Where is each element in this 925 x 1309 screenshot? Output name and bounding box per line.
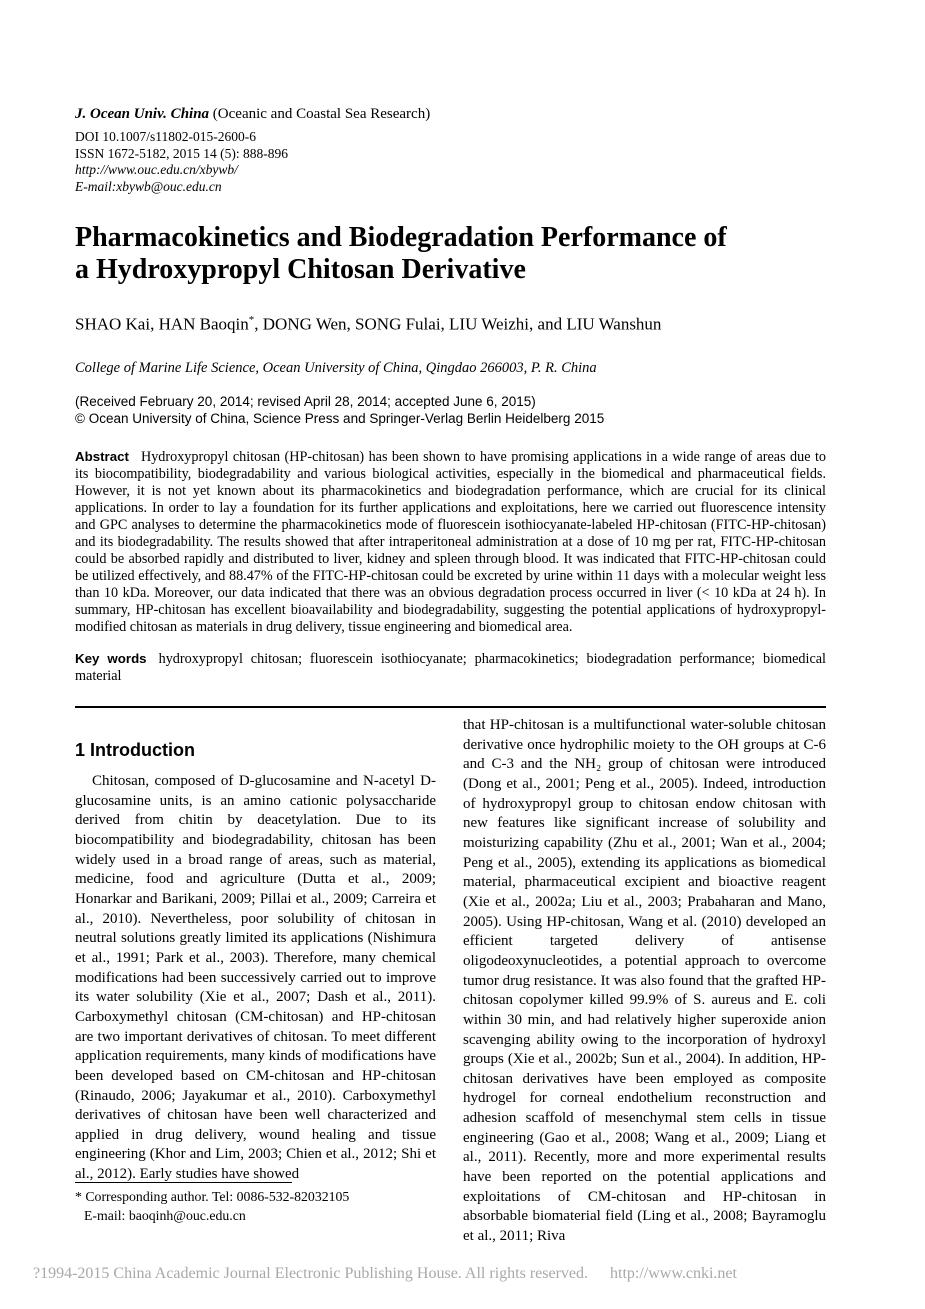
journal-email: E-mail:xbywb@ouc.edu.cn — [75, 178, 222, 194]
journal-subtitle: (Oceanic and Coastal Sea Research) — [209, 106, 431, 122]
keywords-label: Key words — [75, 651, 147, 666]
introduction-paragraph-right: that HP-chitosan is a multifunctional water-soluble chitosan derivative once hydrophilic moiety to the OH groups at C-6 and C-3 and the NH₂ group of chitosan were introduced (Dong et al., 2001; Peng et al., 2005). Indeed, introduction of hydroxypropyl group to chitosan endow chitosan with new features like significant increase of solubility and moisturizing capability (Zhu et al., 2001; Wan et al., 2004; Peng et al., 2005), extending its applications as biomedical material, pharmaceutical excipient and bioactive reagent (Xie et al., 2002a; Liu et al., 2003; Prabaharan and Mano, 2005). Using HP-chitosan, Wang et al. (2010) developed an efficient targeted delivery of antisense oligodeoxynucleotides, a potential approach to overcome tumor drug resistance. It was also found that the grafted HP-chitosan copolymer killed 99.9% of S. aureus and E. coli within 30 min, and had relatively higher superoxide anion scavenging ability owing to the incorporation of hydroxyl groups (Xie et al., 2002b; Sun et al., 2004). In addition, HP-chitosan derivatives have been employed as composite hydrogel for corneal endothelium reconstruction and adhesion scaffold of mesenchymal stem cells in tissue engineering (Gao et al., 2008; Wang et al., 2009; Liang et al., 2011). Recently, more and more experimental results have been reported on the potential applications and exploitations of CM-chitosan and HP-chitosan in absorbable biomaterial field (Ling et al., 2008; Bayramoglu et al., 2011; Riva — [463, 717, 826, 1245]
section-divider — [75, 706, 826, 708]
issn-line: ISSN 1672-5182, 2015 14 (5): 888-896 — [75, 145, 288, 161]
footnote-line1: * Corresponding author. Tel: 0086-532-82032105 — [75, 1189, 350, 1204]
section-heading-introduction: 1 Introduction — [75, 740, 195, 760]
cnki-url: http://www.cnki.net — [610, 1265, 737, 1282]
copyright-line: © Ocean University of China, Science Press and Springer-Verlag Berlin Heidelberg 2015 — [75, 410, 605, 426]
footnote-divider — [75, 1182, 292, 1183]
cnki-watermark — [33, 1265, 893, 1283]
keywords — [75, 650, 826, 685]
abstract-text: Hydroxypropyl chitosan (HP-chitosan) has been shown to have promising applications in a wide range of areas due to its biocompatibility, biodegradability and various biological activities, especially in the biomedical and pharmaceutical fields. However, it is not yet known about its pharmacokinetics and biodegradation performance, which are crucial for its clinical applications. In order to lay a foundation for its further applications and exploitations, here we carried out fluorescence intensity and GPC analyses to determine the pharmacokinetics mode of fluorescein isothiocyanate-labeled HP-chitosan (FITC-HP-chitosan) and its biodegradability. The results showed that after intraperitoneal administration at a dose of 10 mg per rat, FITC-HP-chitosan could be absorbed rapidly and distributed to liver, kidney and spleen through blood. It was indicated that FITC-HP-chitosan could be utilized effectively, and 88.47% of the FITC-HP-chitosan could be excreted by urine within 11 days with a molecular weight less than 10 kDa. Moreover, our data indicated that there was an obvious degradation process occurred in liver (< 10 kDa at 24 h). In summary, HP-chitosan has excellent bioavailability and biodegradability, suggesting the potential applications of hydroxypropyl-modified chitosan as materials in drug delivery, tissue engineering and biomedical area. — [75, 449, 826, 635]
corresponding-author-note — [75, 1182, 445, 1225]
abstract-label: Abstract — [75, 449, 129, 464]
doi-line: DOI 10.1007/s11802-015-2600-6 — [75, 129, 256, 145]
journal-title: J. Ocean Univ. China — [75, 106, 210, 122]
article-title — [75, 222, 795, 286]
received-dates: (Received February 20, 2014; revised April 28, 2014; accepted June 6, 2015) — [75, 394, 536, 409]
right-column — [463, 716, 826, 1247]
article-history — [75, 394, 604, 427]
body-columns — [75, 716, 826, 1247]
article-title-line2: a Hydroxypropyl Chitosan Derivative — [75, 254, 526, 285]
journal-name-line — [75, 106, 430, 122]
cnki-copyright-text: ?1994-2015 China Academic Journal Electronic Publishing House. All rights reserved. — [33, 1265, 588, 1282]
abstract — [75, 448, 826, 636]
author-list — [75, 314, 661, 335]
authors-pre: SHAO Kai, HAN Baoqin — [75, 314, 249, 334]
left-column — [75, 716, 436, 1247]
article-title-line1: Pharmacokinetics and Biodegradation Performance of — [75, 222, 727, 253]
journal-masthead — [75, 106, 430, 195]
authors-post: , DONG Wen, SONG Fulai, LIU Weizhi, and LIU Wanshun — [254, 314, 662, 334]
affiliation: College of Marine Life Science, Ocean University of China, Qingdao 266003, P. R. China — [75, 360, 597, 376]
keywords-text: hydroxypropyl chitosan; fluorescein isothiocyanate; pharmacokinetics; biodegradation performance; biomedical material — [75, 651, 827, 684]
footnote-line2: E-mail: baoqinh@ouc.edu.cn — [84, 1208, 246, 1223]
journal-url: http://www.ouc.edu.cn/xbywb/ — [75, 162, 238, 178]
introduction-paragraph-left: Chitosan, composed of D-glucosamine and N-acetyl D-glucosamine units, is an amino cationic polysaccharide derived from chitin by deacetylation. Due to its biocompatibility and biodegradability, chitosan has been widely used in a broad range of areas, such as material, medicine, food and agriculture (Dutta et al., 2009; Honarkar and Barikani, 2009; Pillai et al., 2009; Carreira et al., 2010). Nevertheless, poor solubility of chitosan in neutral solutions greatly limited its applications (Nishimura et al., 1991; Park et al., 2003). Therefore, many chemical modifications had been successively carried out to improve its water solubility (Xie et al., 2007; Dash et al., 2011). Carboxymethyl chitosan (CM-chitosan) and HP-chitosan are two important derivatives of chitosan. To meet different application requirements, many kinds of modifications have been developed based on CM-chitosan and HP-chitosan (Rinaudo, 2006; Jayakumar et al., 2010). Carboxymethyl derivatives of chitosan have been well characterized and applied in drug delivery, wound healing and tissue engineering (Khor and Lim, 2003; Chien et al., 2012; Shi et al., 2012). Early studies have showed — [75, 773, 436, 1183]
corresponding-author-mark: * — [248, 314, 255, 326]
